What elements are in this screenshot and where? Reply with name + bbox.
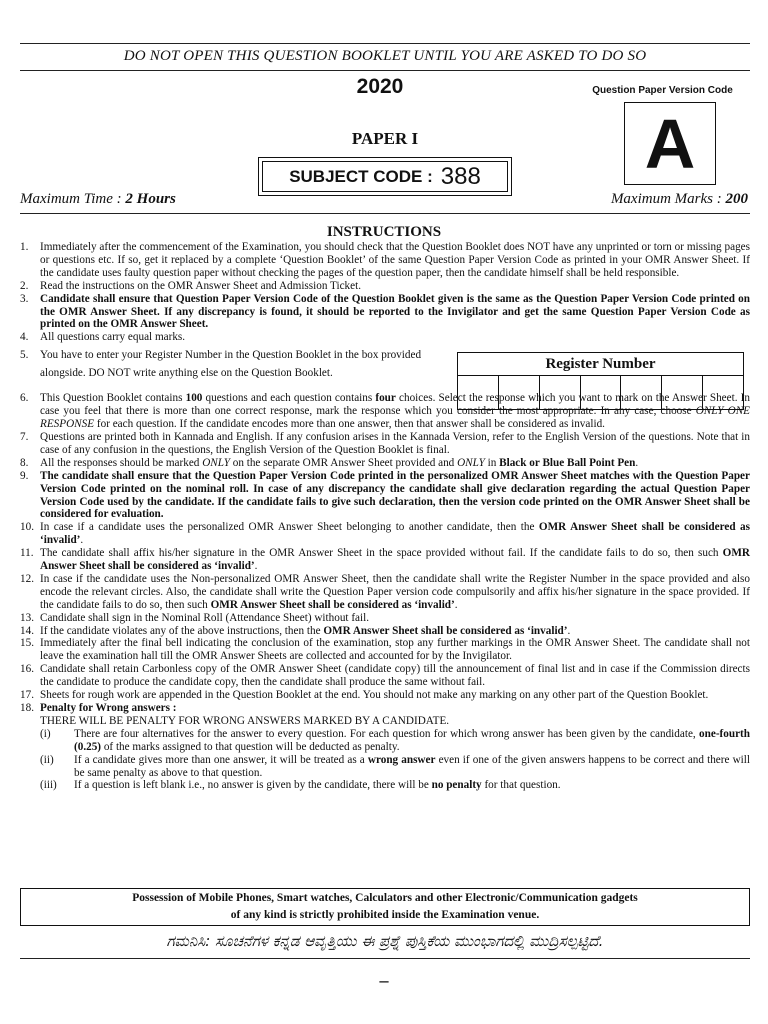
text-run: for that question. (481, 779, 561, 792)
item-text (40, 457, 750, 470)
kannada-note: ಗಮನಿಸಿ: ಸೂಚನೆಗಳ ಕನ್ನಡ ಆವೃತ್ತಿಯು ಈ ಪ್ರಶ್ನೆ ಪುಸ್ತಿಕೆಯ ಮುಂಭಾಗದಲ್ಲಿ ಮುದ್ರಿಸಲ್ಪಟ್ಟಿದೆ. (166, 932, 604, 950)
instruction-3 (20, 293, 750, 332)
text-run: OMR Answer Sheet shall be considered as ‘invalid’ (210, 598, 455, 611)
text-run: ONLY (202, 456, 230, 469)
text-run: If a candidate gives more than one answer, it will be treated as a (74, 753, 368, 766)
text-run: on the separate OMR Answer Sheet provided and (229, 456, 458, 469)
text-run: OMR Answer Sheet shall be considered as ‘invalid’ (40, 521, 750, 547)
instruction-16 (20, 663, 750, 689)
item-text: The candidate shall ensure that the Question Paper Version Code printed in the personalized OMR Answer Sheet matches with the Question Paper Version Code printed on the nominal roll. In case of any discrepancy the candidate shall give declaration regarding the actual Question Paper Version Code used by the candidate. If the candidate fails to give such declaration, then the version code printed on the OMR Answer Sheet shall be considered for evaluation. (40, 469, 750, 521)
banner-rule (20, 70, 750, 71)
item-number: 11. (20, 547, 34, 560)
instruction-10 (20, 521, 750, 547)
text-run: . (254, 560, 258, 573)
item-text: Immediately after the commencement of the Examination, you should check that the Question Booklet does NOT have any unprinted or torn or missing pages or questions etc. If so, get it replaced by a complete ‘Question Booklet’ of the same Question Paper Version Code as printed in your OMR Answer Sheet. If the candidate uses faulty question paper without checking the pages of the question paper, then the candidate himself shall be held responsible. (40, 241, 750, 279)
text-run: There are four alternatives for the answer to every question. For each question for which wrong answer has been given by the candidate, (74, 727, 700, 740)
text-run: All the responses should be marked (40, 456, 203, 469)
page-mark: – (379, 970, 389, 990)
item-text: Questions are printed both in Kannada and English. If any confusion arises in the Kannada Version, refer to the English Version of the questions. Note that in case of any confusion in the questions, the English Version of the Question Booklet is final. (40, 430, 750, 456)
text-run: even if one of the given answers happens to be correct and there will be same penalty as above to that question. (74, 753, 750, 779)
top-rule (20, 43, 750, 44)
item-number: 4. (20, 331, 29, 344)
text-run: OMR Answer Sheet shall be considered as ‘invalid’ (40, 547, 750, 573)
item-text: You have to enter your Register Number in the Question Booklet in the box provided alongside. DO NOT write anything else on the Question Booklet. (40, 349, 422, 380)
text-run: for each question. If the candidate encodes more than one answer, then that answer shall be considered as invalid. (94, 418, 605, 431)
instructions-title: INSTRUCTIONS (326, 224, 442, 240)
instruction-12 (20, 573, 750, 612)
version-code-box: A (624, 102, 716, 185)
text-run: 100 (185, 392, 203, 405)
item-number: 1. (20, 241, 29, 253)
text-run: Black or Blue Ball Point Pen (499, 456, 636, 469)
text-run: of the marks assigned to that question will be deducted as penalty. (101, 740, 400, 753)
sub-number: (iii) (40, 779, 57, 792)
sub-text (74, 754, 750, 780)
sub-text (74, 728, 750, 754)
subject-code-inner (262, 161, 508, 192)
text-run: four (375, 392, 396, 405)
penalty-sub-3 (40, 779, 750, 792)
item-number: 6. (20, 392, 29, 405)
text-run: In case if the candidate uses the Non-personalized OMR Answer Sheet, then the candidate shall write the Register Number in the space provided and also encode the relevant circles. Also, the candidate shall write the Question Paper version code compulsorily and affix his/her signature in the space provided. If the candidate fails to do so, then such (40, 572, 750, 611)
instruction-6 (20, 392, 750, 431)
item-number: 7. (20, 430, 29, 443)
subject-code-box (258, 157, 512, 196)
instructions-list (20, 241, 750, 792)
penalty-title: Penalty for Wrong answers : (40, 702, 177, 714)
max-marks-value: 200 (725, 191, 748, 207)
text-run: ONLY ONE RESPONSE (40, 405, 750, 431)
notice-line-2: of any kind is strictly prohibited inside the Examination venue. (230, 909, 540, 921)
item-number: 9. (20, 469, 29, 482)
item-text (40, 392, 750, 431)
item-number: 2. (20, 279, 29, 292)
penalty-sub-1 (40, 728, 750, 754)
item-text: Immediately after the final bell indicating the conclusion of the examination, stop any further markings in the OMR Answer Sheet. The candidate shall not leave the examination hall till the OMR Answer Sheets are collected and accounted for by the Invigilator. (40, 637, 750, 663)
penalty-sub-2 (40, 754, 750, 780)
sub-text (74, 779, 750, 792)
item-number: 12. (20, 572, 34, 585)
item-text: Candidate shall ensure that Question Paper Version Code of the Question Booklet given is the same as the Question Paper Version Code printed on the OMR Answer Sheet. If any discrepancy is found, it should be reported to the Invigilator and get the same Question Paper Version Code as printed on the OMR Answer Sheet. (40, 292, 750, 331)
item-text (40, 547, 750, 573)
item-number: 10. (20, 521, 34, 534)
instruction-15 (20, 637, 750, 663)
item-text (40, 625, 750, 638)
header-rule (20, 213, 750, 214)
text-run: The candidate shall affix his/her signature in the OMR Answer Sheet in the space provided without fail. If the candidate fails to do so, then such (40, 547, 723, 560)
text-run: one-fourth (0.25) (74, 727, 750, 753)
text-run: . (80, 534, 84, 547)
instruction-4 (20, 331, 452, 344)
maximum-marks (611, 191, 748, 208)
item-number: 8. (20, 456, 29, 469)
item-number: 18. (20, 702, 34, 714)
item-number: 5. (20, 349, 29, 362)
item-number: 15. (20, 637, 34, 650)
text-run: ONLY (457, 456, 485, 469)
do-not-open-banner: DO NOT OPEN THIS QUESTION BOOKLET UNTIL YOU ARE ASKED TO DO SO (123, 48, 647, 64)
text-run: . (567, 624, 571, 637)
max-time-label: Maximum Time : (20, 191, 126, 207)
text-run: In case if a candidate uses the personalized OMR Answer Sheet belonging to another candidate, then the (40, 521, 539, 534)
paper-title: PAPER I (351, 129, 419, 148)
exam-year: 2020 (356, 75, 404, 98)
text-run: . (454, 598, 458, 611)
maximum-time (20, 191, 176, 208)
text-run: . (635, 456, 639, 469)
item-number: 16. (20, 663, 34, 676)
instruction-9 (20, 470, 750, 522)
text-run: This Question Booklet contains (40, 392, 186, 405)
subject-code-label: SUBJECT CODE : (289, 166, 433, 186)
item-number: 3. (20, 292, 29, 305)
item-number: 17. (20, 689, 34, 702)
item-text (40, 573, 750, 612)
instruction-11 (20, 547, 750, 573)
instruction-8 (20, 457, 750, 470)
sub-number: (ii) (40, 753, 54, 766)
text-run: If a question is left blank i.e., no answer is given by the candidate, there will be (74, 779, 432, 792)
instruction-18 (20, 702, 750, 792)
text-run: OMR Answer Sheet shall be considered as ‘invalid’ (323, 624, 568, 637)
text-run: choices. Select the response which you want to mark on the Answer Sheet. In case you feel that there is more than one correct response, mark the response which you consider the most appropriate. In any case, choose (40, 392, 750, 418)
item-text: Read the instructions on the OMR Answer Sheet and Admission Ticket. (40, 279, 362, 292)
instruction-1 (20, 241, 750, 280)
item-text: Candidate shall sign in the Nominal Roll (Attendance Sheet) without fail. (40, 611, 370, 624)
text-run: questions and each question contains (202, 392, 376, 405)
prohibited-items-notice (20, 888, 750, 926)
item-text (40, 702, 750, 792)
instruction-7 (20, 431, 750, 457)
instruction-13 (20, 612, 750, 625)
text-run: If the candidate violates any of the above instructions, then the (40, 624, 324, 637)
text-run: in (484, 456, 500, 469)
item-text: Sheets for rough work are appended in the Question Booklet at the end. You should not make any marking on any other part of the Question Booklet. (40, 689, 709, 702)
penalty-line: THERE WILL BE PENALTY FOR WRONG ANSWERS MARKED BY A CANDIDATE. (40, 714, 450, 727)
max-marks-label: Maximum Marks : (610, 191, 726, 207)
text-run: wrong answer (367, 753, 436, 766)
instruction-17 (20, 689, 750, 702)
notice-line-1: Possession of Mobile Phones, Smart watches, Calculators and other Electronic/Communication gadgets (132, 892, 638, 904)
item-number: 14. (20, 624, 34, 637)
max-time-value: 2 Hours (125, 191, 176, 207)
instruction-5 (20, 346, 452, 382)
instruction-2 (20, 280, 750, 293)
item-text: All questions carry equal marks. (40, 331, 186, 344)
sub-number: (i) (40, 727, 51, 740)
subject-code-value: 388 (440, 162, 481, 190)
item-number: 13. (20, 611, 34, 624)
bottom-rule (20, 958, 750, 959)
version-code-label: Question Paper Version Code (592, 85, 733, 96)
register-number-label: Register Number (458, 353, 743, 376)
text-run: no penalty (431, 779, 482, 792)
item-text: Candidate shall retain Carbonless copy of the OMR Answer Sheet (candidate copy) till the announcement of final list and in case if the Commission directs the candidate to produce the candidate copy, then the candidate shall produce the same without fail. (40, 663, 750, 689)
item-text (40, 521, 750, 547)
instruction-14 (20, 625, 750, 638)
